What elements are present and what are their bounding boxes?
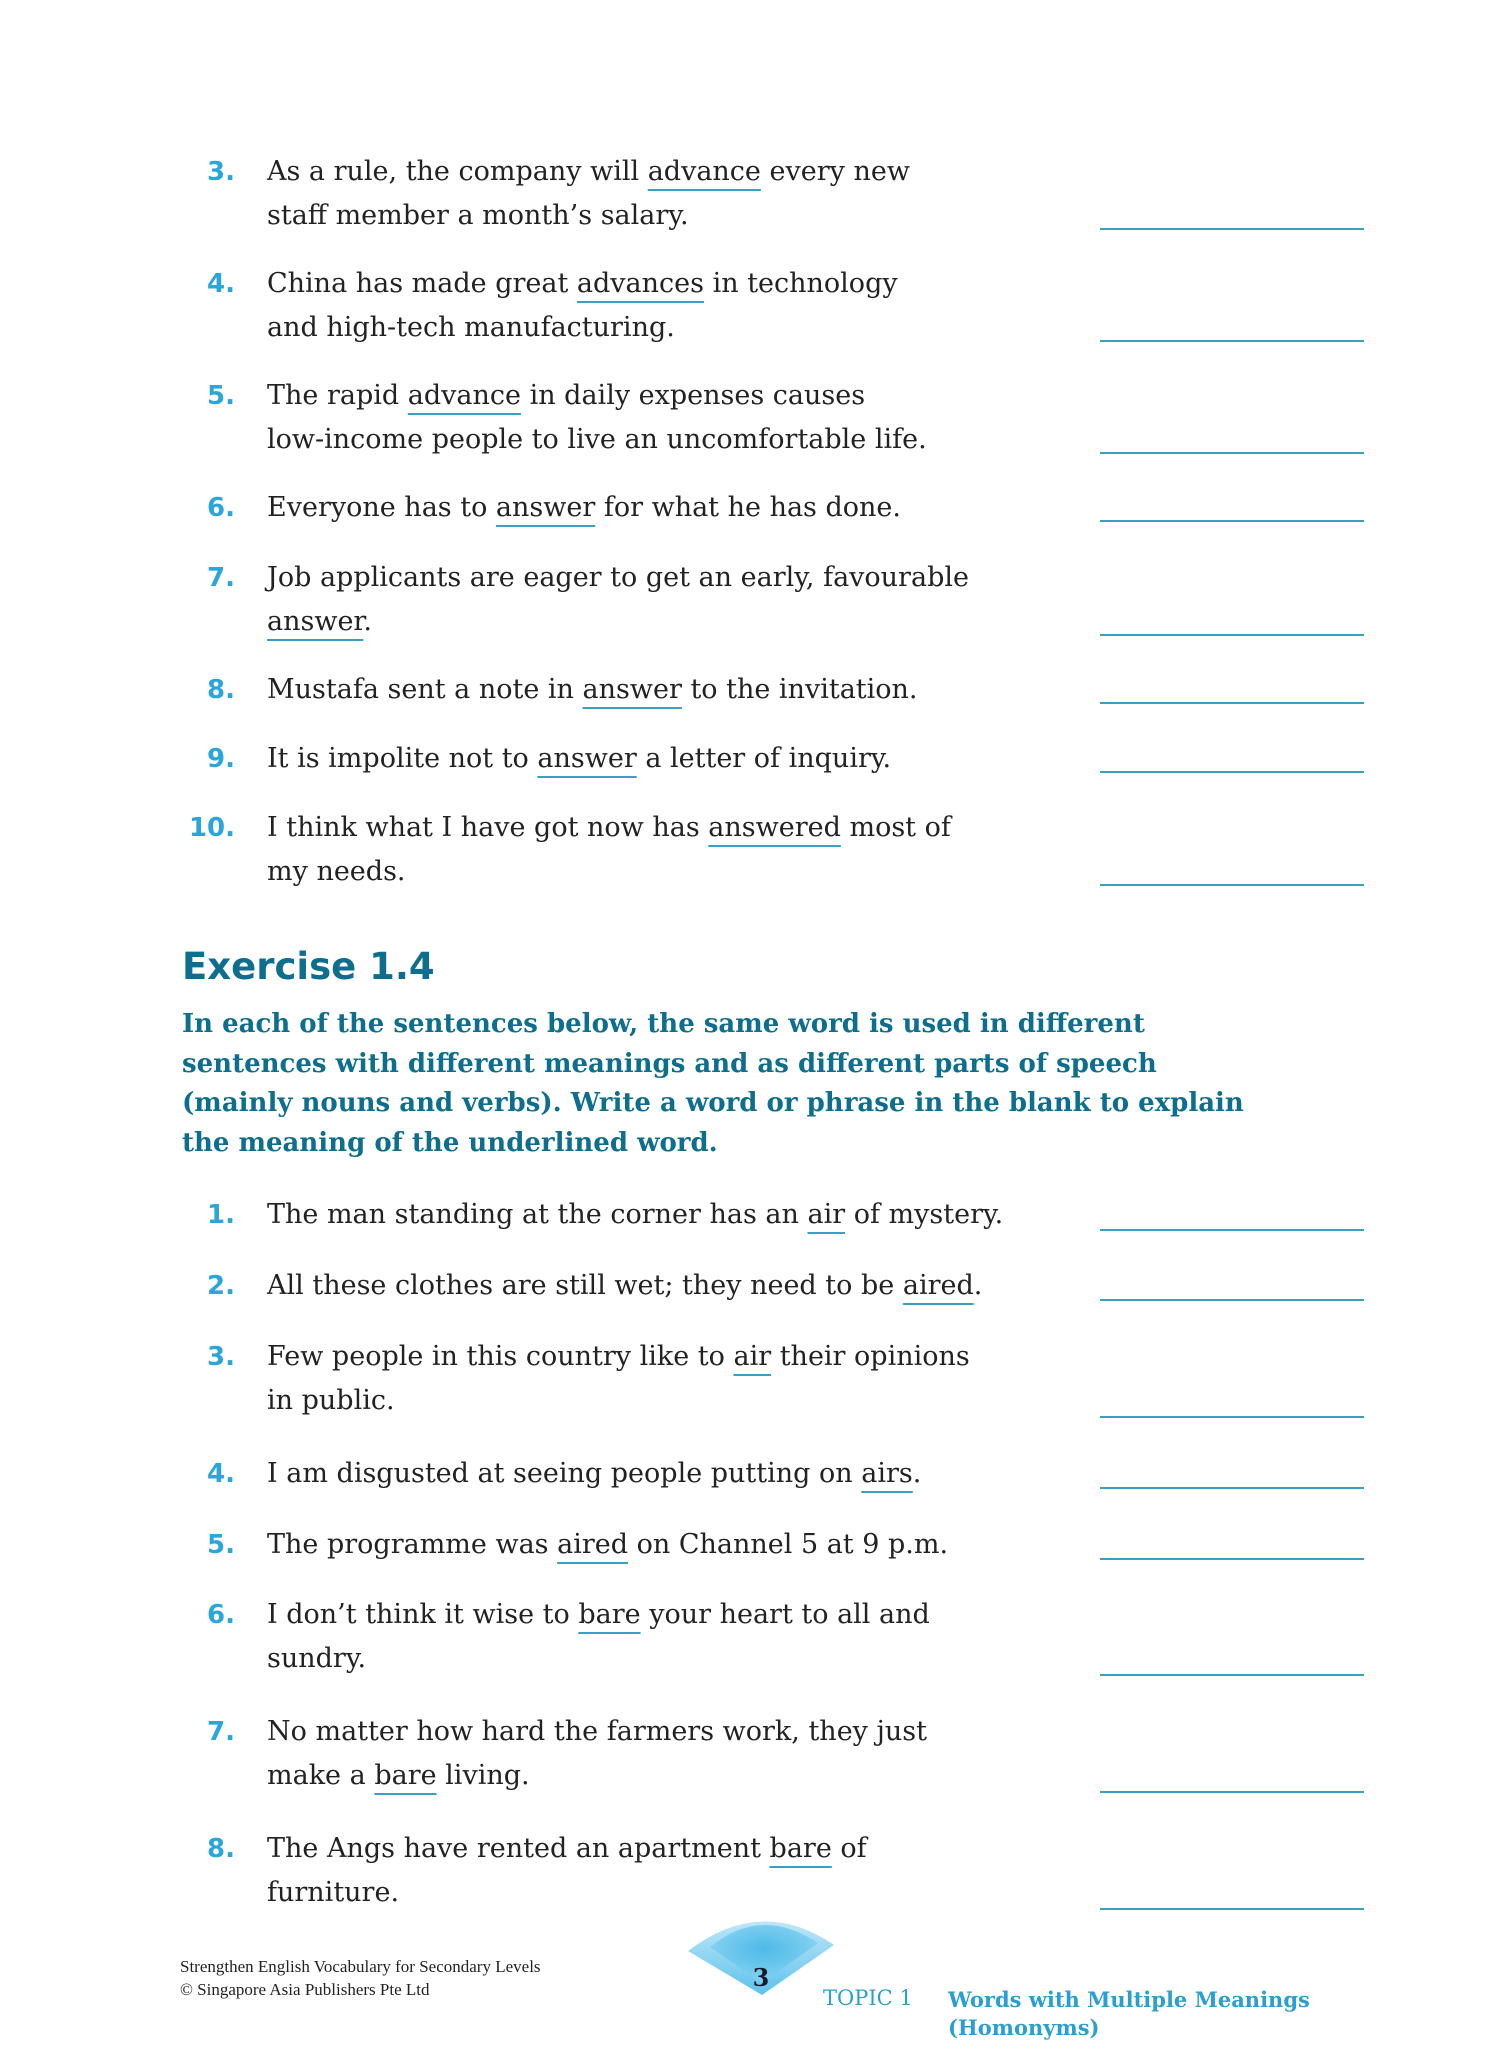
question-number: 6. — [207, 493, 235, 523]
question-number: 6. — [207, 1600, 235, 1630]
page-number: 3 — [752, 1963, 770, 1992]
question-text: I am disgusted at seeing people putting on airs. — [267, 1458, 922, 1489]
question-text: Few people in this country like to air their opinions in public. — [267, 1341, 970, 1416]
answer-blank[interactable] — [1100, 340, 1364, 342]
underlined-word: answer — [582, 674, 682, 705]
exercise-instructions: In each of the sentences below, the same word is used in different sentences with different meanings and as different parts of speech (mainly nouns and verbs). Write a word or phrase in the blank to explain the meaning of the underlined word. — [182, 1009, 1244, 1158]
question-text: The Angs have rented an apartment bare of furniture. — [267, 1833, 867, 1908]
question-text: Everyone has to answer for what he has done. — [267, 492, 901, 523]
answer-blank[interactable] — [1100, 1791, 1364, 1793]
question-number: 1. — [207, 1200, 235, 1230]
underlined-word: answered — [708, 812, 841, 843]
underlined-word: bare — [769, 1833, 832, 1864]
underlined-word: bare — [578, 1599, 641, 1630]
answer-blank[interactable] — [1100, 771, 1364, 773]
topic-label: TOPIC 1 — [823, 1986, 913, 2010]
question-number: 7. — [207, 1717, 235, 1747]
underlined-word: answer — [495, 492, 596, 523]
answer-blank[interactable] — [1100, 228, 1364, 230]
question-text: The programme was aired on Channel 5 at 9 p.m. — [267, 1529, 949, 1560]
underlined-word: air — [807, 1199, 846, 1230]
copyright: © Singapore Asia Publishers Pte Ltd — [180, 1980, 430, 1999]
underlined-word: advances — [576, 268, 704, 299]
answer-blank[interactable] — [1100, 1229, 1364, 1231]
answer-blank[interactable] — [1100, 1299, 1364, 1301]
question-number: 3. — [207, 157, 235, 187]
question-text: Job applicants are eager to get an early, favourable answer. — [267, 562, 969, 637]
question-text: It is impolite not to answer a letter of inquiry. — [267, 743, 892, 774]
answer-blank[interactable] — [1100, 1487, 1364, 1489]
underlined-word: answer — [537, 743, 637, 774]
question-text: I think what I have got now has answered most of my needs. — [267, 812, 951, 887]
underlined-word: answer — [267, 606, 364, 637]
answer-blank[interactable] — [1100, 702, 1364, 704]
exercise-title: Exercise 1.4 — [182, 945, 435, 988]
question-text: I don’t think it wise to bare your heart to all and sundry. — [267, 1599, 930, 1674]
question-number: 9. — [207, 744, 235, 774]
question-number: 5. — [207, 1530, 235, 1560]
underlined-word: aired — [557, 1529, 629, 1560]
question-text: As a rule, the company will advance every new staff member a month’s salary. — [267, 156, 910, 231]
underlined-word: advance — [407, 380, 521, 411]
book-title: Strengthen English Vocabulary for Secondary Levels — [180, 1957, 541, 1976]
question-text: Mustafa sent a note in answer to the invitation. — [267, 674, 918, 705]
answer-blank[interactable] — [1100, 1558, 1364, 1560]
answer-blank[interactable] — [1100, 884, 1364, 886]
question-text: All these clothes are still wet; they need to be aired. — [267, 1270, 983, 1301]
question-number: 10. — [188, 813, 235, 843]
question-number: 3. — [207, 1342, 235, 1372]
underlined-word: bare — [374, 1760, 437, 1791]
answer-blank[interactable] — [1100, 1416, 1364, 1418]
answer-blank[interactable] — [1100, 452, 1364, 454]
answer-blank[interactable] — [1100, 1908, 1364, 1910]
footer-publisher — [180, 1955, 541, 2001]
question-number: 2. — [207, 1271, 235, 1301]
question-number: 8. — [207, 675, 235, 705]
underlined-word: airs — [861, 1458, 913, 1489]
topic-title: Words with Multiple Meanings (Homonyms) — [948, 1987, 1310, 2040]
question-number: 5. — [207, 381, 235, 411]
question-text: The rapid advance in daily expenses causes low-income people to live an uncomfortable life. — [267, 380, 927, 455]
question-number: 7. — [207, 563, 235, 593]
underlined-word: aired — [902, 1270, 974, 1301]
underlined-word: air — [733, 1341, 772, 1372]
question-text: The man standing at the corner has an air of mystery. — [267, 1199, 1004, 1230]
underlined-word: advance — [647, 156, 761, 187]
question-number: 4. — [207, 1459, 235, 1489]
answer-blank[interactable] — [1100, 1674, 1364, 1676]
question-text: No matter how hard the farmers work, they just make a bare living. — [267, 1716, 927, 1791]
question-text: China has made great advances in technology and high-tech manufacturing. — [267, 268, 898, 343]
answer-blank[interactable] — [1100, 634, 1364, 636]
answer-blank[interactable] — [1100, 520, 1364, 522]
question-number: 8. — [207, 1834, 235, 1864]
question-number: 4. — [207, 269, 235, 299]
